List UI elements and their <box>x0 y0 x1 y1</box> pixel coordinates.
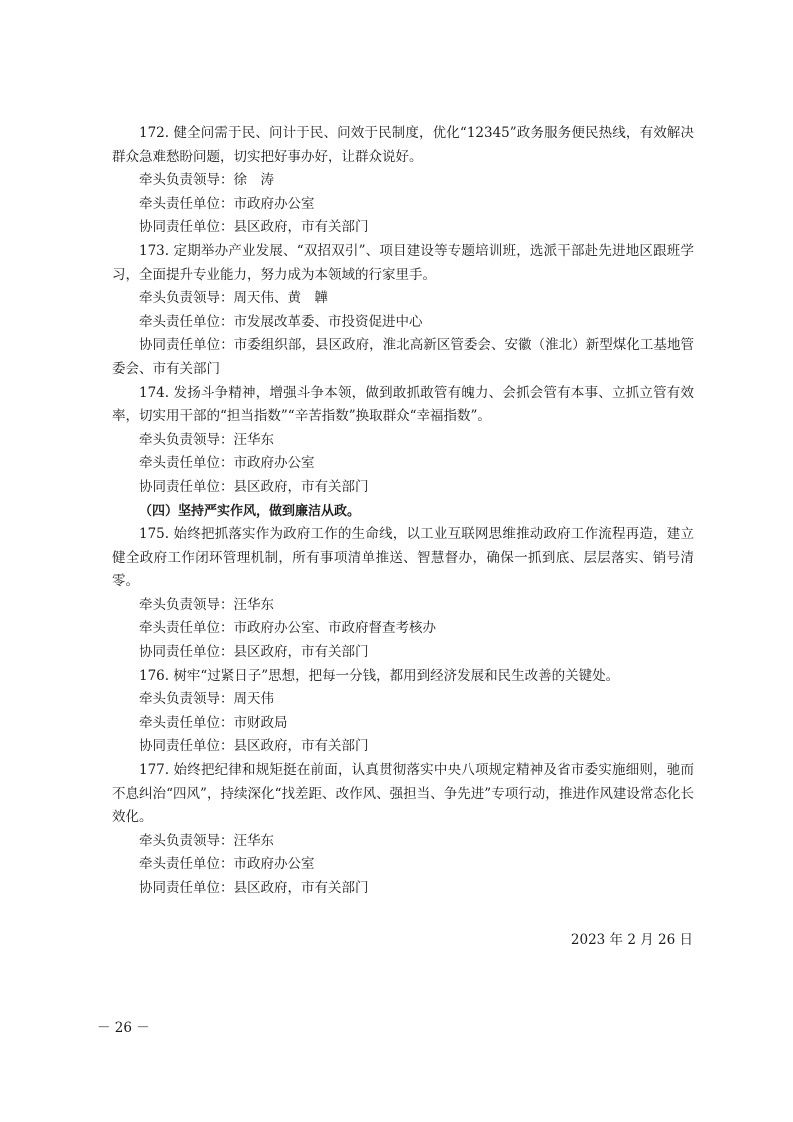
document-date: 2023 年 2 月 26 日 <box>570 932 693 948</box>
item-174-text: 174. 发扬斗争精神，增强斗争本领，做到敢抓敢管有魄力、会抓会管有本事、立抓立管有效率，切实用干部的“担当指数”“辛苦指数”换取群众“幸福指数”。 <box>112 384 694 425</box>
item-176-cooperate: 协同责任单位：县区政府，市有关部门 <box>139 738 369 755</box>
item-172-lead: 牵头负责领导：徐 涛 <box>139 172 274 189</box>
item-177-text: 177. 始终把纪律和规矩挺在前面，认真贯彻落实中央八项规定精神及省市委实施细则，驰而不息纠治“四风”，持续深化“找差距、改作风、强担当、争先进”专项行动，推进作风建设常态化长效化。 <box>112 762 694 826</box>
item-174-responsible: 牵头责任单位：市政府办公室 <box>139 455 315 472</box>
item-174-lead: 牵头负责领导：汪华东 <box>139 431 274 448</box>
item-176-responsible: 牵头责任单位：市财政局 <box>139 714 288 731</box>
item-172-responsible: 牵头责任单位：市政府办公室 <box>139 195 315 212</box>
item-172-cooperate: 协同责任单位：县区政府，市有关部门 <box>139 219 369 236</box>
page-number: － 26 － <box>97 1020 150 1036</box>
item-177-lead: 牵头负责领导：汪华东 <box>139 832 274 849</box>
item-175-responsible: 牵头责任单位：市政府办公室、市政府督查考核办 <box>139 620 436 637</box>
item-175-cooperate: 协同责任单位：县区政府，市有关部门 <box>139 644 369 661</box>
item-173-responsible: 牵头责任单位：市发展改革委、市投资促进中心 <box>139 313 423 330</box>
item-177-cooperate: 协同责任单位：县区政府，市有关部门 <box>139 880 369 896</box>
item-172-text: 172. 健全问需于民、问计于民、问效于民制度，优化“12345”政务服务便民热线，有效解决群众急难愁盼问题，切实把好事办好，让群众说好。 <box>112 125 694 165</box>
item-175-text: 175. 始终把抓落实作为政府工作的生命线，以工业互联网思维推动政府工作流程再造，建立健全政府工作闭环管理机制，所有事项清单推送、智慧督办，确保一抓到底、层层落实、销号清零。 <box>112 526 694 590</box>
item-174-cooperate: 协同责任单位：县区政府，市有关部门 <box>139 478 369 495</box>
item-173-cooperate: 协同责任单位：市委组织部，县区政府，淮北高新区管委会、安徽（淮北）新型煤化工基地管委会、市有关部门 <box>112 337 694 377</box>
item-176-lead: 牵头负责领导：周天伟 <box>139 691 274 708</box>
document-body <box>112 122 694 901</box>
section-heading: （四）坚持严实作风，做到廉洁从政。 <box>139 503 361 519</box>
item-176-text: 176. 树牢“过紧日子”思想，把每一分钱，都用到经济发展和民生改善的关键处。 <box>139 667 620 684</box>
item-173-text: 173. 定期举办产业发展、“双招双引”、项目建设等专题培训班，选派干部赴先进地区跟班学习，全面提升专业能力，努力成为本领域的行家里手。 <box>112 242 694 283</box>
item-177-responsible: 牵头责任单位：市政府办公室 <box>139 856 315 873</box>
item-173-lead: 牵头负责领导：周天伟、黄 韡 <box>139 290 328 307</box>
item-175-lead: 牵头负责领导：汪华东 <box>139 596 274 613</box>
